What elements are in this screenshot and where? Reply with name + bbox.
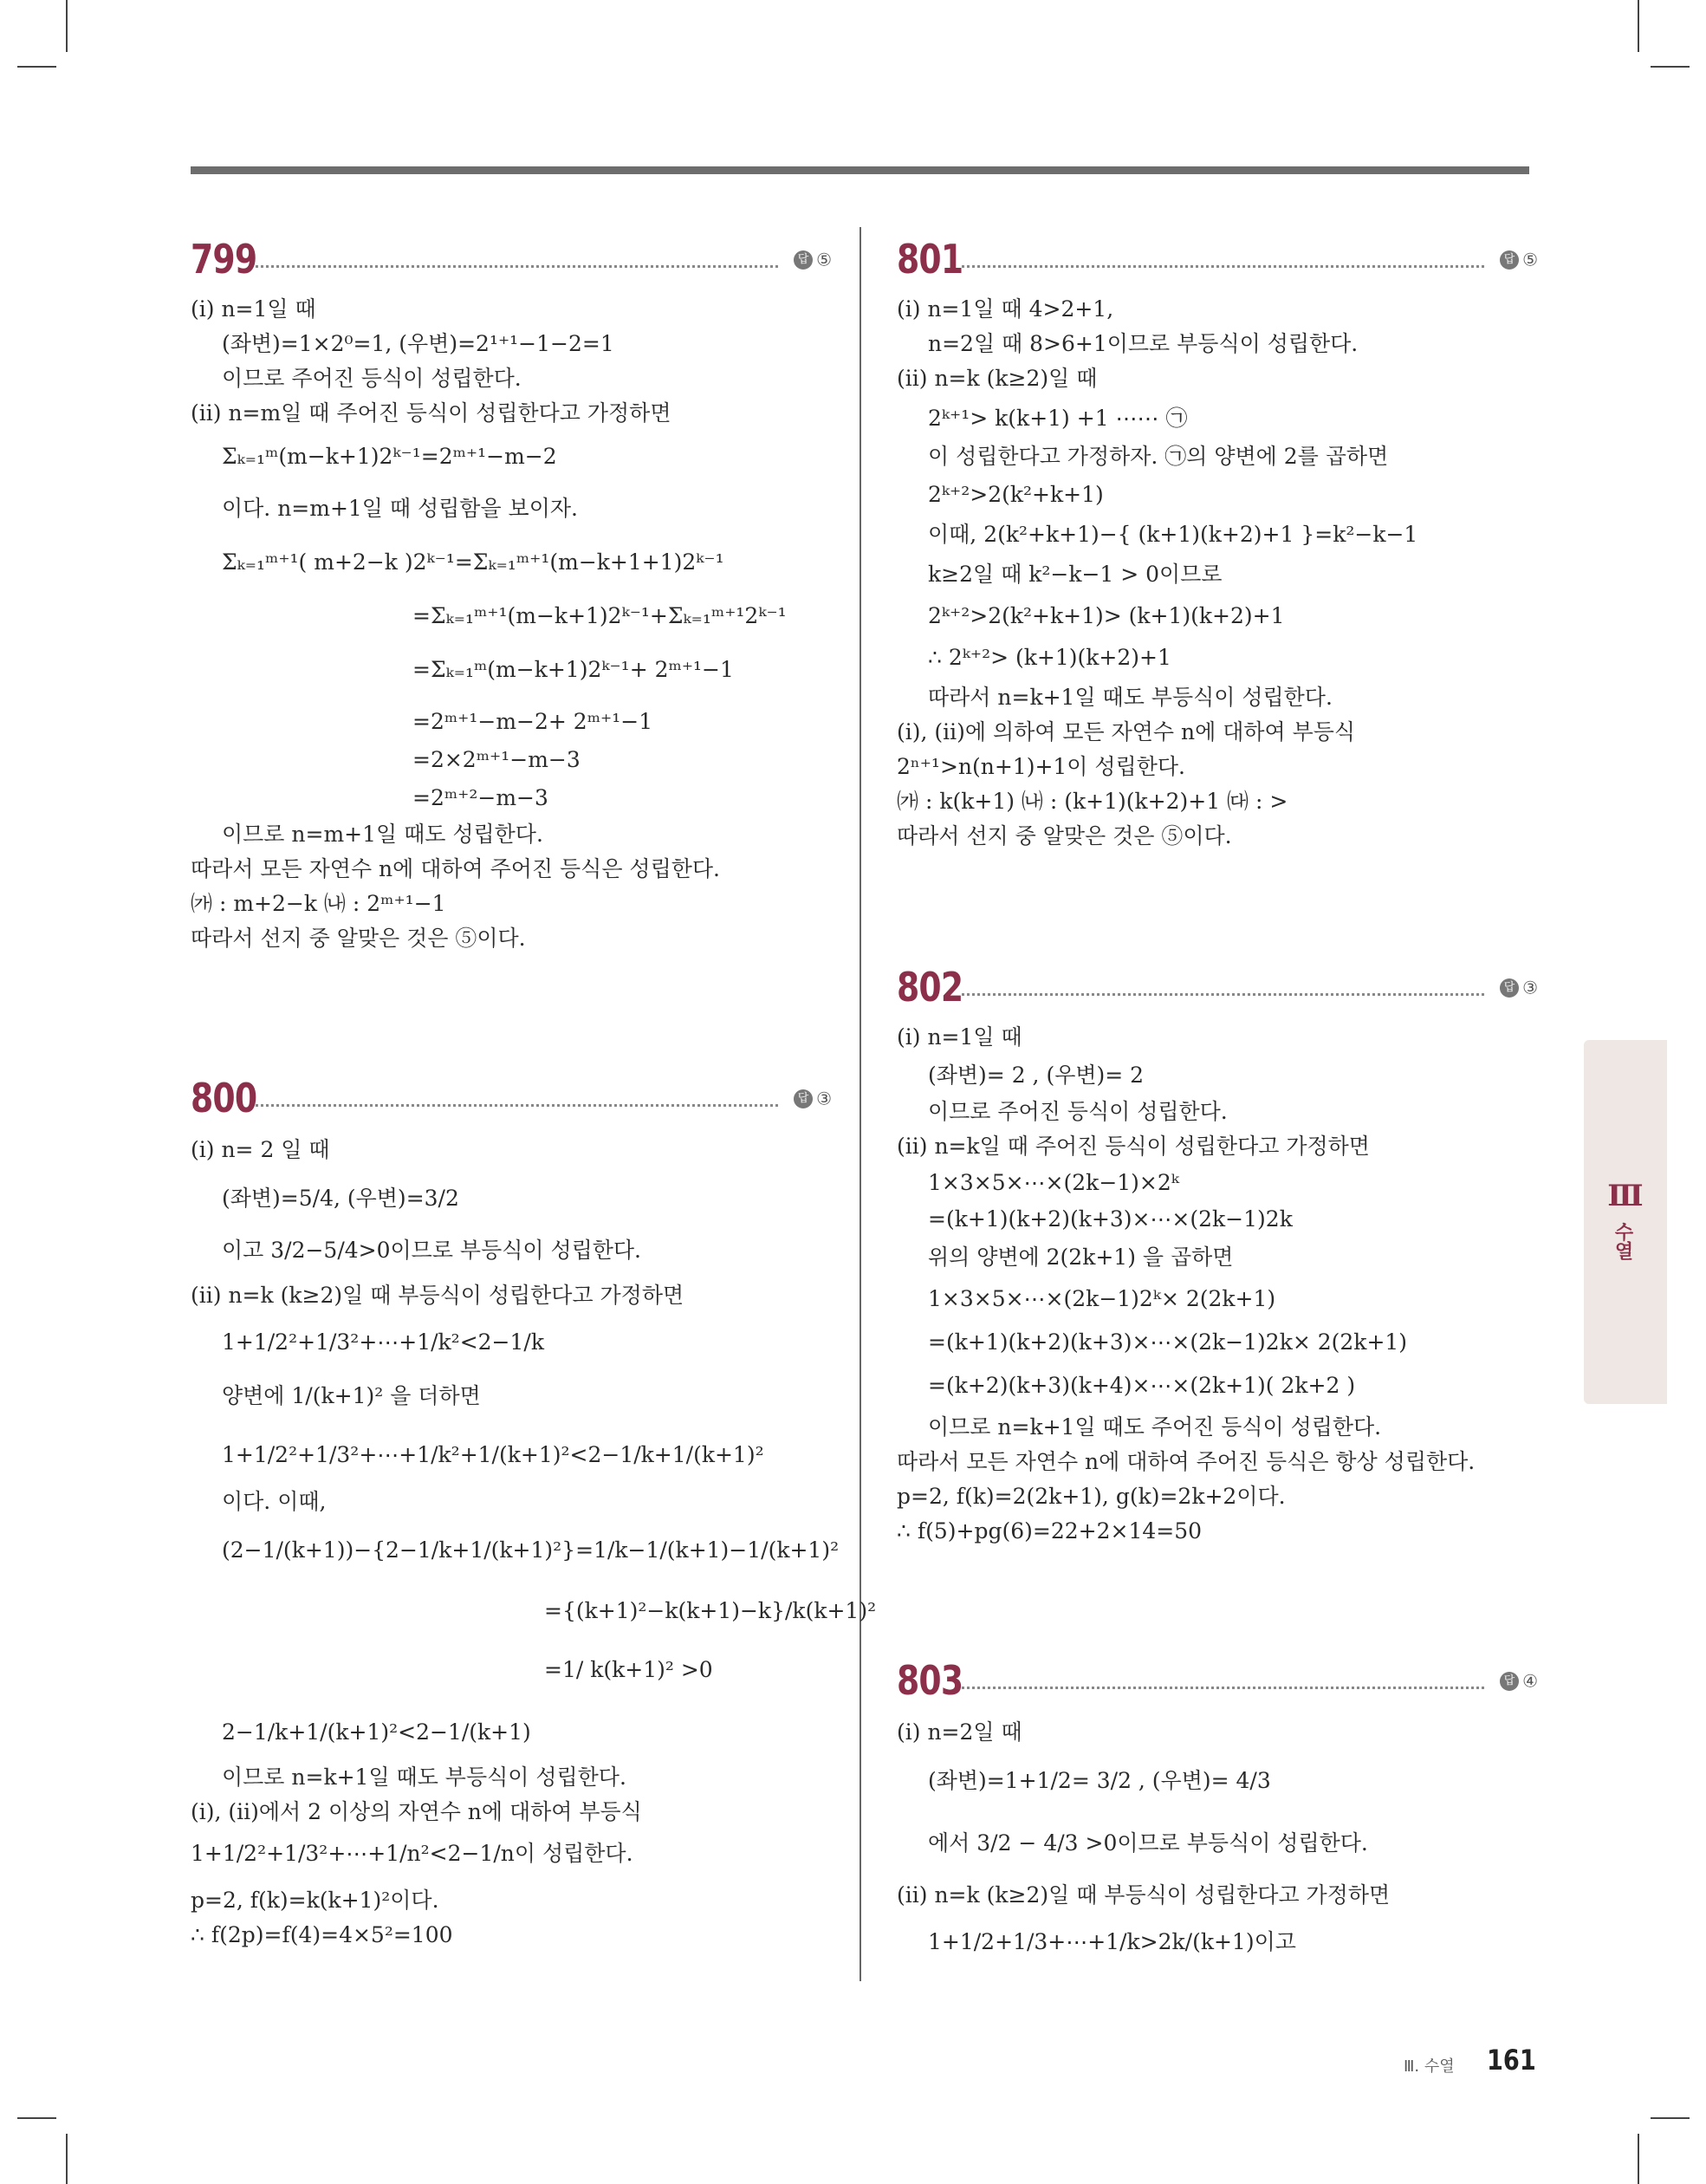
solution-line: (i) n= 2 일 때 xyxy=(191,1137,330,1162)
problem-802-header xyxy=(897,964,1538,1016)
solution-line: 따라서 선지 중 알맞은 것은 ⑤이다. xyxy=(897,823,1232,848)
solution-line: 이므로 n=k+1일 때도 주어진 등식이 성립한다. xyxy=(928,1414,1382,1440)
solution-line: 이므로 주어진 등식이 성립한다. xyxy=(222,366,522,391)
solution-line: =(k+2)(k+3)(k+4)×⋯×(2k+1)( 2k+2 ) xyxy=(928,1373,1356,1398)
solution-line: (2−1/(k+1))−{2−1/k+1/(k+1)²}=1/k−1/(k+1)−1/(k+1)² xyxy=(222,1537,840,1563)
solution-line: (ii) n=m일 때 주어진 등식이 성립한다고 가정하면 xyxy=(191,400,671,426)
chapter-side-tab xyxy=(1584,1040,1667,1404)
problem-799-header xyxy=(191,236,832,288)
answer-badge: 답 ⑤ xyxy=(1500,248,1538,270)
problem-number: 799 xyxy=(191,236,257,283)
solution-line: Σₖ₌₁ᵐ(m−k+1)2ᵏ⁻¹=2ᵐ⁺¹−m−2 xyxy=(222,444,557,469)
solution-line: 1×3×5×⋯×(2k−1)2ᵏ× 2(2k+1) xyxy=(928,1286,1276,1311)
solution-line: (i) n=2일 때 xyxy=(897,1719,1022,1745)
solution-line: 1×3×5×⋯×(2k−1)×2ᵏ xyxy=(928,1170,1179,1195)
dotted-leader xyxy=(256,265,778,268)
solution-line: 1+1/2+1/3+⋯+1/k>2k/(k+1)이고 xyxy=(928,1929,1296,1954)
solution-line: 2ⁿ⁺¹>n(n+1)+1이 성립한다. xyxy=(897,754,1185,779)
answer-icon: 답 xyxy=(1500,978,1519,998)
crop-mark xyxy=(1651,2117,1690,2119)
crop-mark xyxy=(66,0,68,52)
column-divider xyxy=(859,227,861,1981)
solution-line: p=2, f(k)=k(k+1)²이다. xyxy=(191,1888,439,1913)
solution-line: (i) n=1일 때 xyxy=(191,296,316,322)
problem-number: 801 xyxy=(897,236,963,283)
solution-line: (i) n=1일 때 4>2+1, xyxy=(897,296,1114,322)
solution-line: 이므로 주어진 등식이 성립한다. xyxy=(928,1099,1228,1124)
solution-line: 이고 3/2−5/4>0이므로 부등식이 성립한다. xyxy=(222,1238,642,1263)
solution-line: 2ᵏ⁺¹> k(k+1) +1 ⋯⋯ ㉠ xyxy=(928,406,1188,431)
solution-line: 따라서 선지 중 알맞은 것은 ⑤이다. xyxy=(191,926,526,951)
dotted-leader xyxy=(962,1687,1484,1689)
problem-801-header xyxy=(897,236,1538,288)
chapter-label: 수열 xyxy=(1612,1222,1633,1260)
solution-line: 양변에 1/(k+1)² 을 더하면 xyxy=(222,1383,481,1408)
solution-line: =2ᵐ⁺²−m−3 xyxy=(412,785,548,810)
solution-line: 따라서 모든 자연수 n에 대하여 주어진 등식은 항상 성립한다. xyxy=(897,1449,1476,1474)
solution-line: (좌변)=1×2⁰=1, (우변)=2¹⁺¹−1−2=1 xyxy=(222,331,614,356)
answer-icon: 답 xyxy=(794,250,813,270)
solution-line: 위의 양변에 2(2k+1) 을 곱하면 xyxy=(928,1245,1234,1270)
footer-section: Ⅲ. 수열 xyxy=(1404,2057,1455,2076)
solution-line: ∴ f(5)+pg(6)=22+2×14=50 xyxy=(897,1518,1203,1544)
solution-line: =2×2ᵐ⁺¹−m−3 xyxy=(412,747,581,772)
dotted-leader xyxy=(256,1104,778,1107)
solution-line: n=2일 때 8>6+1이므로 부등식이 성립한다. xyxy=(928,331,1359,356)
solution-line: 이때, 2(k²+k+1)−{ (k+1)(k+2)+1 }=k²−k−1 xyxy=(928,522,1418,547)
answer-icon: 답 xyxy=(1500,1672,1519,1691)
solution-line: (좌변)=1+1/2= 3/2 , (우변)= 4/3 xyxy=(928,1768,1271,1793)
crop-mark xyxy=(1651,66,1690,68)
solution-line: ={(k+1)²−k(k+1)−k}/k(k+1)² xyxy=(544,1598,877,1623)
problem-number: 800 xyxy=(191,1075,257,1121)
solution-line: 에서 3/2 − 4/3 >0이므로 부등식이 성립한다. xyxy=(928,1830,1368,1856)
solution-line: 이다. 이때, xyxy=(222,1489,327,1514)
solution-line: 1+1/2²+1/3²+⋯+1/k²+1/(k+1)²<2−1/k+1/(k+1)² xyxy=(222,1442,764,1467)
problem-800-header xyxy=(191,1075,832,1127)
crop-mark xyxy=(1638,0,1639,52)
answer-badge: 답 ③ xyxy=(794,1087,832,1109)
solution-line: (i) n=1일 때 xyxy=(897,1024,1022,1050)
solution-line: k≥2일 때 k²−k−1 > 0이므로 xyxy=(928,562,1223,587)
crop-mark xyxy=(1638,2134,1639,2184)
solution-line: 이 성립한다고 가정하자. ㉠의 양변에 2를 곱하면 xyxy=(928,444,1389,469)
solution-line: 2ᵏ⁺²>2(k²+k+1)> (k+1)(k+2)+1 xyxy=(928,603,1285,628)
crop-mark xyxy=(17,66,56,68)
solution-line: (좌변)=5/4, (우변)=3/2 xyxy=(222,1186,459,1211)
answer-badge: 답 ④ xyxy=(1500,1669,1538,1692)
solution-line: 이므로 n=m+1일 때도 성립한다. xyxy=(222,822,543,847)
solution-line: =(k+1)(k+2)(k+3)×⋯×(2k−1)2k xyxy=(928,1206,1293,1232)
solution-line: ∴ 2ᵏ⁺²> (k+1)(k+2)+1 xyxy=(928,645,1171,670)
solution-line: 1+1/2²+1/3²+⋯+1/n²<2−1/n이 성립한다. xyxy=(191,1841,633,1866)
solution-line: =2ᵐ⁺¹−m−2+ 2ᵐ⁺¹−1 xyxy=(412,709,653,734)
solution-line: =1/ k(k+1)² >0 xyxy=(544,1657,713,1682)
chapter-roman: Ⅲ xyxy=(1607,1179,1644,1213)
solution-line: (ii) n=k (k≥2)일 때 xyxy=(897,366,1098,391)
problem-803-header xyxy=(897,1657,1538,1709)
solution-line: 2−1/k+1/(k+1)²<2−1/(k+1) xyxy=(222,1719,531,1745)
solution-line: (i), (ii)에 의하여 모든 자연수 n에 대하여 부등식 xyxy=(897,719,1356,744)
solution-line: =Σₖ₌₁ᵐ(m−k+1)2ᵏ⁻¹+ 2ᵐ⁺¹−1 xyxy=(412,657,734,682)
left-column xyxy=(191,236,877,1986)
header-rule xyxy=(191,166,1529,174)
crop-mark xyxy=(66,2134,68,2184)
right-column xyxy=(897,236,1538,1986)
solution-line: Σₖ₌₁ᵐ⁺¹( m+2−k )2ᵏ⁻¹=Σₖ₌₁ᵐ⁺¹(m−k+1+1)2ᵏ⁻¹ xyxy=(222,549,724,575)
solution-line: (ii) n=k일 때 주어진 등식이 성립한다고 가정하면 xyxy=(897,1134,1370,1159)
answer-badge: 답 ③ xyxy=(1500,976,1538,998)
solution-line: 따라서 모든 자연수 n에 대하여 주어진 등식은 성립한다. xyxy=(191,856,720,881)
solution-line: =(k+1)(k+2)(k+3)×⋯×(2k−1)2k× 2(2k+1) xyxy=(928,1329,1408,1355)
solution-line: (좌변)= 2 , (우변)= 2 xyxy=(928,1063,1145,1088)
solution-line: p=2, f(k)=2(2k+1), g(k)=2k+2이다. xyxy=(897,1484,1286,1509)
solution-line: ㈎ : m+2−k ㈏ : 2ᵐ⁺¹−1 xyxy=(191,891,446,916)
solution-line: 이므로 n=k+1일 때도 부등식이 성립한다. xyxy=(222,1765,626,1790)
problem-number: 802 xyxy=(897,964,963,1011)
page-number: 161 xyxy=(1487,2044,1536,2077)
solution-line: (ii) n=k (k≥2)일 때 부등식이 성립한다고 가정하면 xyxy=(897,1882,1391,1908)
solution-line: 이다. n=m+1일 때 성립함을 보이자. xyxy=(222,496,578,521)
solution-line: 1+1/2²+1/3²+⋯+1/k²<2−1/k xyxy=(222,1329,544,1355)
crop-mark xyxy=(17,2117,56,2119)
solution-line: ∴ f(2p)=f(4)=4×5²=100 xyxy=(191,1922,453,1947)
answer-icon: 답 xyxy=(1500,250,1519,270)
solution-line: (i), (ii)에서 2 이상의 자연수 n에 대하여 부등식 xyxy=(191,1799,642,1824)
dotted-leader xyxy=(962,993,1484,996)
solution-line: 따라서 n=k+1일 때도 부등식이 성립한다. xyxy=(928,685,1333,710)
dotted-leader xyxy=(962,265,1484,268)
solution-line: =Σₖ₌₁ᵐ⁺¹(m−k+1)2ᵏ⁻¹+Σₖ₌₁ᵐ⁺¹2ᵏ⁻¹ xyxy=(412,603,787,628)
answer-badge: 답 ⑤ xyxy=(794,248,832,270)
solution-line: (ii) n=k (k≥2)일 때 부등식이 성립한다고 가정하면 xyxy=(191,1283,684,1308)
problem-number: 803 xyxy=(897,1657,963,1704)
answer-icon: 답 xyxy=(794,1089,813,1108)
solution-line: 2ᵏ⁺²>2(k²+k+1) xyxy=(928,482,1104,507)
solution-line: ㈎ : k(k+1) ㈏ : (k+1)(k+2)+1 ㈐ : > xyxy=(897,789,1288,814)
